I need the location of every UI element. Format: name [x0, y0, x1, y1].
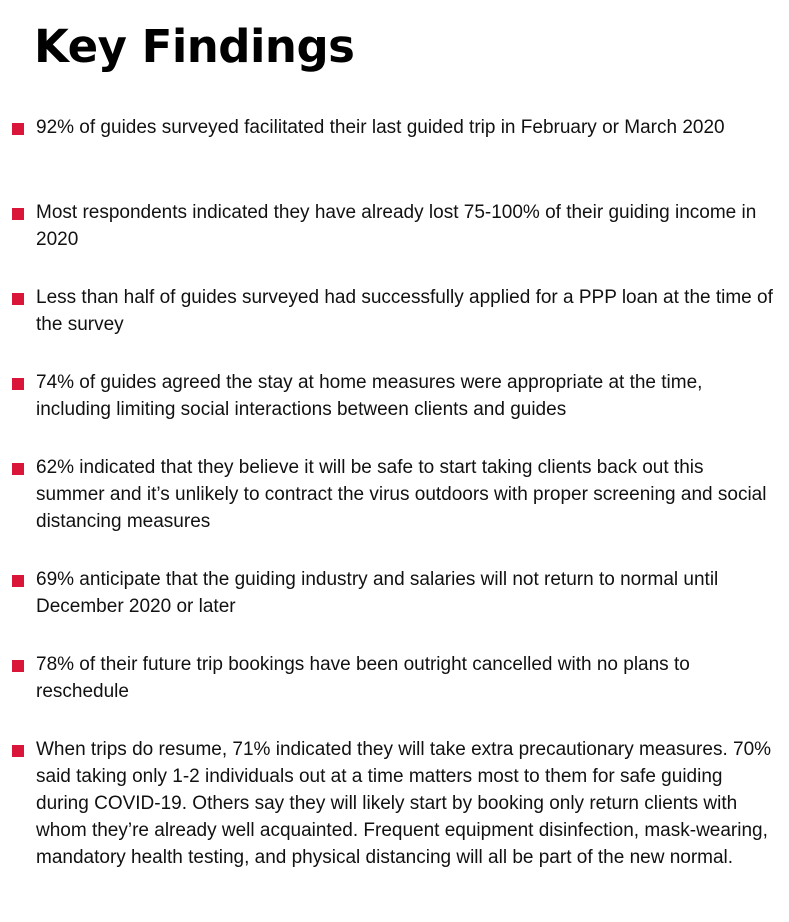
finding-text: When trips do resume, 71% indicated they will take extra precautionary measures. 70% said taking only 1-2 individuals out at a time matters most to them for safe guiding during COVID-19. Others say they will likely start by booking only return clients with whom they’re already well acquainted. Frequent equipment disinfection, mask-wearing, mandatory health testing, and physical distancing will all be part of the new normal.	[36, 739, 772, 868]
finding-text: 74% of guides agreed the stay at home measures were appropriate at the time, including limiting social interactions between clients and guides	[36, 372, 703, 420]
square-bullet-icon	[12, 123, 24, 135]
square-bullet-icon	[12, 293, 24, 305]
square-bullet-icon	[12, 745, 24, 757]
square-bullet-icon	[12, 378, 24, 390]
square-bullet-icon	[12, 208, 24, 220]
finding-text: Less than half of guides surveyed had successfully applied for a PPP loan at the time of the survey	[36, 287, 773, 335]
page-title: Key Findings	[34, 20, 355, 73]
finding-text: Most respondents indicated they have already lost 75-100% of their guiding income in 2020	[36, 202, 757, 250]
square-bullet-icon	[12, 463, 24, 475]
finding-text: 69% anticipate that the guiding industry and salaries will not return to normal until December 2020 or later	[36, 569, 719, 617]
finding-text: 78% of their future trip bookings have been outright cancelled with no plans to reschedule	[36, 654, 690, 702]
square-bullet-icon	[12, 575, 24, 587]
finding-text: 62% indicated that they believe it will be safe to start taking clients back out this summer and it’s unlikely to contract the virus outdoors with proper screening and social distancing measures	[36, 457, 767, 532]
square-bullet-icon	[12, 660, 24, 672]
finding-text: 92% of guides surveyed facilitated their last guided trip in February or March 2020	[36, 117, 725, 138]
